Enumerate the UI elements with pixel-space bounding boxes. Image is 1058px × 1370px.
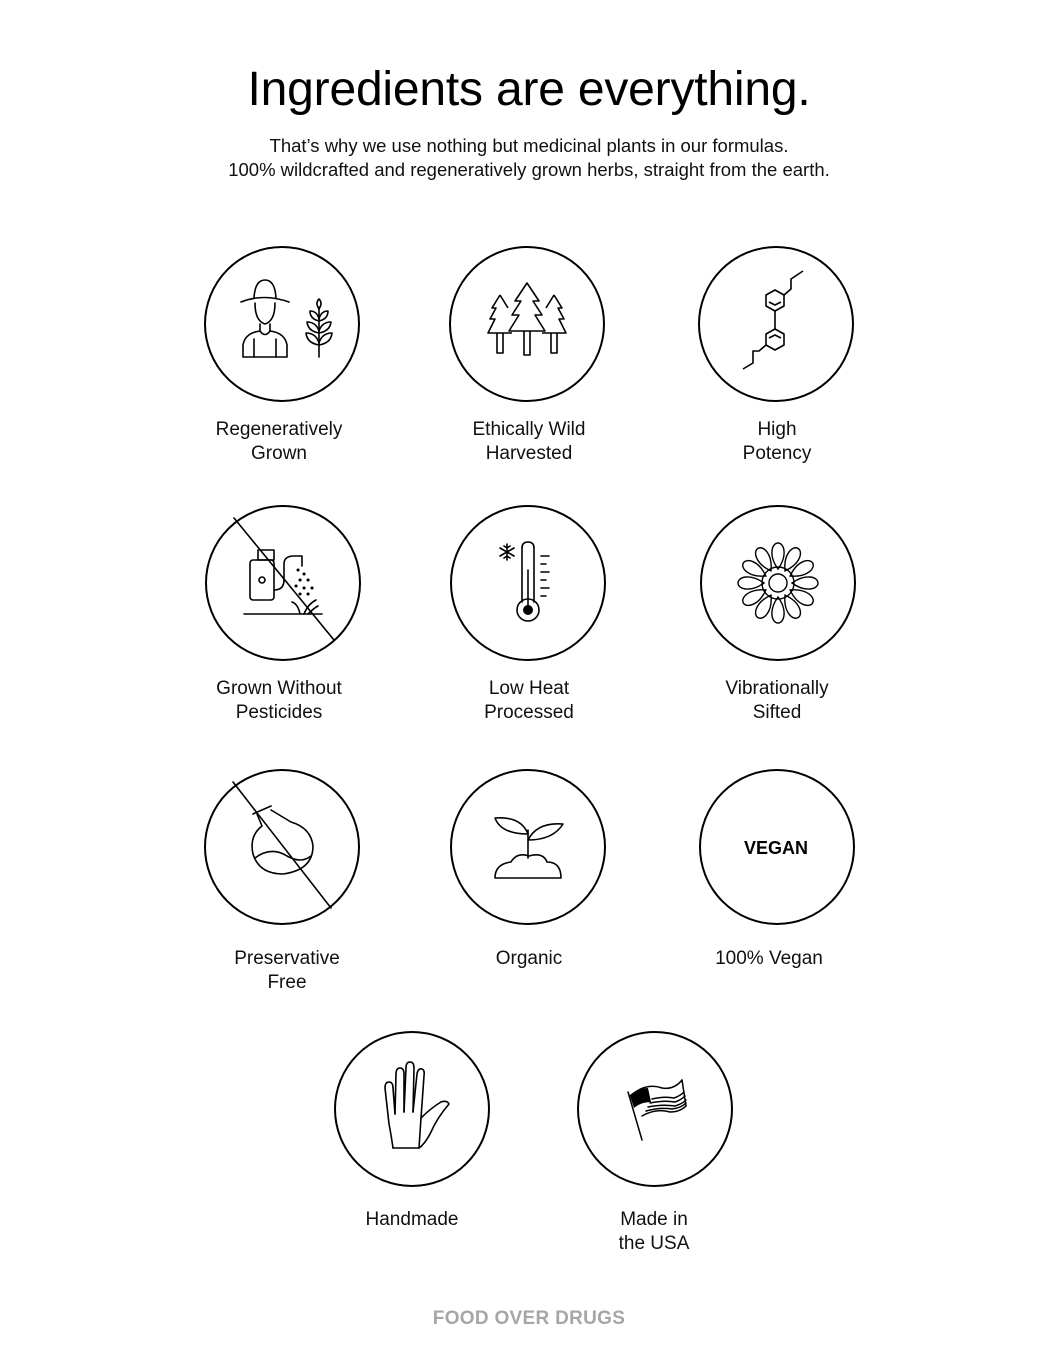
badge-label: Regeneratively Grown (215, 419, 343, 464)
usa-flag-icon (576, 1030, 734, 1188)
sprout-icon (449, 768, 607, 926)
badge-label: Handmade (365, 1209, 459, 1230)
badge-label: Ethically Wild Harvested (472, 419, 586, 464)
badge-label: Grown Without Pesticides (216, 678, 342, 723)
badge-label: Preservative Free (234, 948, 340, 993)
badge-label: Low Heat Processed (484, 678, 574, 723)
brand-footer: FOOD OVER DRUGS (432, 1308, 626, 1329)
badge-label: Organic (495, 948, 563, 969)
hand-icon (333, 1030, 491, 1188)
vegan-badge-text: VEGAN (743, 838, 809, 858)
subtitle-line-1: That’s why we use nothing but medicinal plants in our formulas. (269, 135, 789, 156)
spirograph-icon (699, 504, 857, 662)
badge-label: Vibrationally Sifted (725, 678, 829, 723)
subtitle-line-2: 100% wildcrafted and regeneratively grown herbs, straight from the earth. (228, 159, 830, 180)
badge-label: High Potency (742, 419, 812, 464)
vegan-text-icon (698, 768, 856, 926)
badge-label: Made in the USA (618, 1209, 690, 1254)
farmer-wheat-icon (203, 245, 361, 403)
page-title: Ingredients are everything. (247, 63, 811, 116)
thermometer-snowflake-icon (449, 504, 607, 662)
page-subtitle (0, 134, 1058, 182)
pine-trees-icon (448, 245, 606, 403)
badge-label: 100% Vegan (715, 948, 823, 969)
no-flask-icon (203, 768, 361, 926)
molecule-icon (697, 245, 855, 403)
no-pesticide-sprayer-icon (204, 504, 362, 662)
